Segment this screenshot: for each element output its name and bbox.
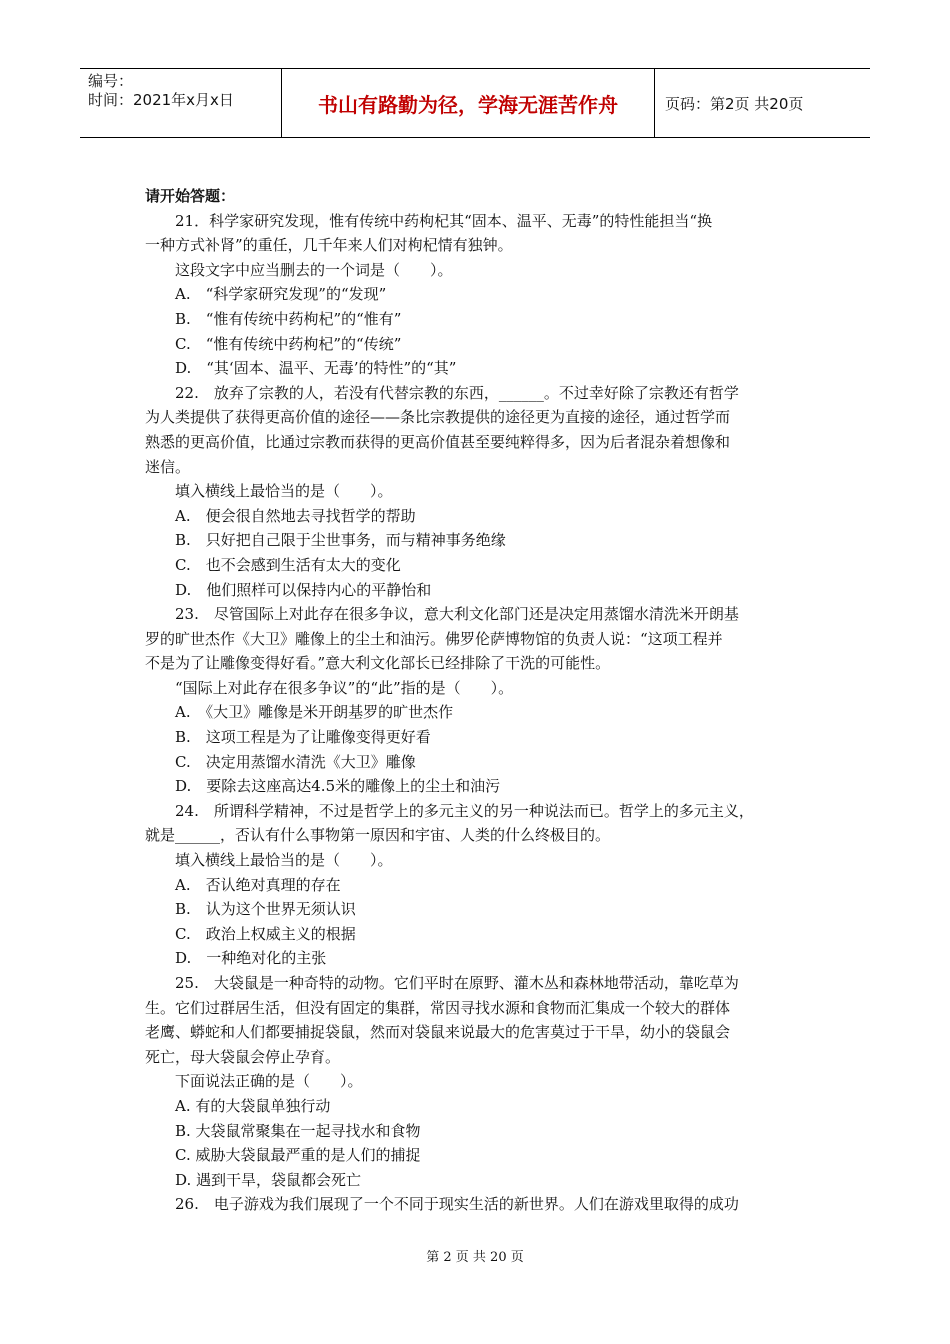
paragraph-line: 为人类提供了获得更高价值的途径——条比宗教提供的途径更为直接的途径，通过哲学而 <box>145 408 731 427</box>
paragraph-line: 26. 电子游戏为我们展现了一个不同于现实生活的新世界。人们在游戏里取得的成功 <box>175 1195 739 1214</box>
option-b: B. 大袋鼠常聚集在一起寻找水和食物 <box>175 1121 421 1140</box>
option-c: C. 决定用蒸馏水清洗《大卫》雕像 <box>175 752 416 771</box>
option-b: B. 这项工程是为了让雕像变得更好看 <box>175 728 431 747</box>
option-a: A. 否认绝对真理的存在 <box>175 875 341 894</box>
header-page-info: 页码：第2页 共20页 <box>665 94 804 113</box>
option-c: C. “惟有传统中药枸杞”的“传统” <box>175 334 402 353</box>
question-26 <box>145 1192 813 1217</box>
question-prompt: 填入横线上最恰当的是（ ）。 <box>175 482 393 501</box>
paragraph-line: 一种方式补肾”的重任，几千年来人们对枸杞情有独钟。 <box>145 236 513 255</box>
header-motto: 书山有路勤为径，学海无涯苦作舟 <box>282 69 655 137</box>
paragraph-line: 生。它们过群居生活，但没有固定的集群，常因寻找水源和食物而汇集成一个较大的群体 <box>145 998 731 1017</box>
question-24 <box>145 799 813 971</box>
doc-number-label: 编号： <box>88 72 134 90</box>
paragraph-line: 熟悉的更高价值，比通过宗教而获得的更高价值甚至要纯粹得多，因为后者混杂着想像和 <box>145 432 731 451</box>
option-c: C. 威胁大袋鼠最严重的是人们的捕捉 <box>175 1146 421 1165</box>
option-d: D. 要除去这座高达4.5米的雕像上的尘土和油污 <box>175 777 501 796</box>
paragraph-line: 21．科学家研究发现，惟有传统中药枸杞其“固本、温平、无毒”的特性能担当“换 <box>175 211 713 230</box>
doc-date-label: 时间：2021年x月x日 <box>88 91 234 109</box>
question-prompt: “国际上对此存在很多争议”的“此”指的是（ ）。 <box>175 678 514 697</box>
question-prompt: 下面说法正确的是（ ）。 <box>175 1072 363 1091</box>
document-body <box>145 184 813 1217</box>
question-25 <box>145 971 813 1192</box>
option-b: B. “惟有传统中药枸杞”的“惟有” <box>175 309 402 328</box>
paragraph-line: 25. 大袋鼠是一种奇特的动物。它们平时在原野、灌木丛和森林地带活动，靠吃草为 <box>175 974 739 992</box>
start-prompt: 请开始答题： <box>145 187 236 205</box>
question-prompt: 这段文字中应当删去的一个词是（ ）。 <box>175 260 453 279</box>
paragraph-line: 死亡，母大袋鼠会停止孕育。 <box>145 1047 341 1066</box>
paragraph-line: 老鹰、蟒蛇和人们都要捕捉袋鼠，然而对袋鼠来说最大的危害莫过于干旱，幼小的袋鼠会 <box>145 1023 731 1042</box>
paragraph-line: 23. 尽管国际上对此存在很多争议，意大利文化部门还是决定用蒸馏水清洗米开朗基 <box>175 605 739 624</box>
option-a: A. 《大卫》雕像是米开朗基罗的旷世杰作 <box>175 703 454 722</box>
paragraph-line: 就是______，否认有什么事物第一原因和宇宙、人类的什么终极目的。 <box>145 826 611 845</box>
option-a: A. “科学家研究发现”的“发现” <box>175 285 387 304</box>
option-b: B. 认为这个世界无须认识 <box>175 900 356 919</box>
question-21 <box>145 209 813 381</box>
paragraph-line: 24. 所谓科学精神，不过是哲学上的多元主义的另一种说法而已。哲学上的多元主义， <box>175 801 754 820</box>
option-b: B. 只好把自己限于尘世事务，而与精神事务绝缘 <box>175 531 506 550</box>
question-prompt: 填入横线上最恰当的是（ ）。 <box>175 851 393 870</box>
paragraph-line: 22. 放弃了宗教的人，若没有代替宗教的东西，______。不过幸好除了宗教还有哲学 <box>175 383 739 402</box>
option-c: C. 政治上权威主义的根据 <box>175 924 356 943</box>
question-23 <box>145 602 813 799</box>
paragraph-line: 迷信。 <box>145 457 191 476</box>
question-22 <box>145 381 813 602</box>
option-d: D. 他们照样可以保持内心的平静怡和 <box>175 580 432 599</box>
header-left-cell <box>80 69 282 137</box>
option-d: D. 遇到干旱，袋鼠都会死亡 <box>175 1170 362 1189</box>
option-c: C. 也不会感到生活有太大的变化 <box>175 555 401 574</box>
page-footer: 第 2 页 共 20 页 <box>426 1250 524 1265</box>
option-d: D. 一种绝对化的主张 <box>175 949 327 968</box>
option-d: D. “其‘固本、温平、无毒’的特性”的“其” <box>175 359 457 378</box>
option-a: A. 有的大袋鼠单独行动 <box>175 1096 331 1115</box>
option-a: A. 便会很自然地去寻找哲学的帮助 <box>175 506 416 525</box>
paragraph-line: 罗的旷世杰作《大卫》雕像上的尘土和油污。佛罗伦萨博物馆的负责人说：“这项工程并 <box>145 629 723 648</box>
paragraph-line: 不是为了让雕像变得好看。”意大利文化部长已经排除了干洗的可能性。 <box>145 654 611 673</box>
page-header <box>80 68 870 138</box>
